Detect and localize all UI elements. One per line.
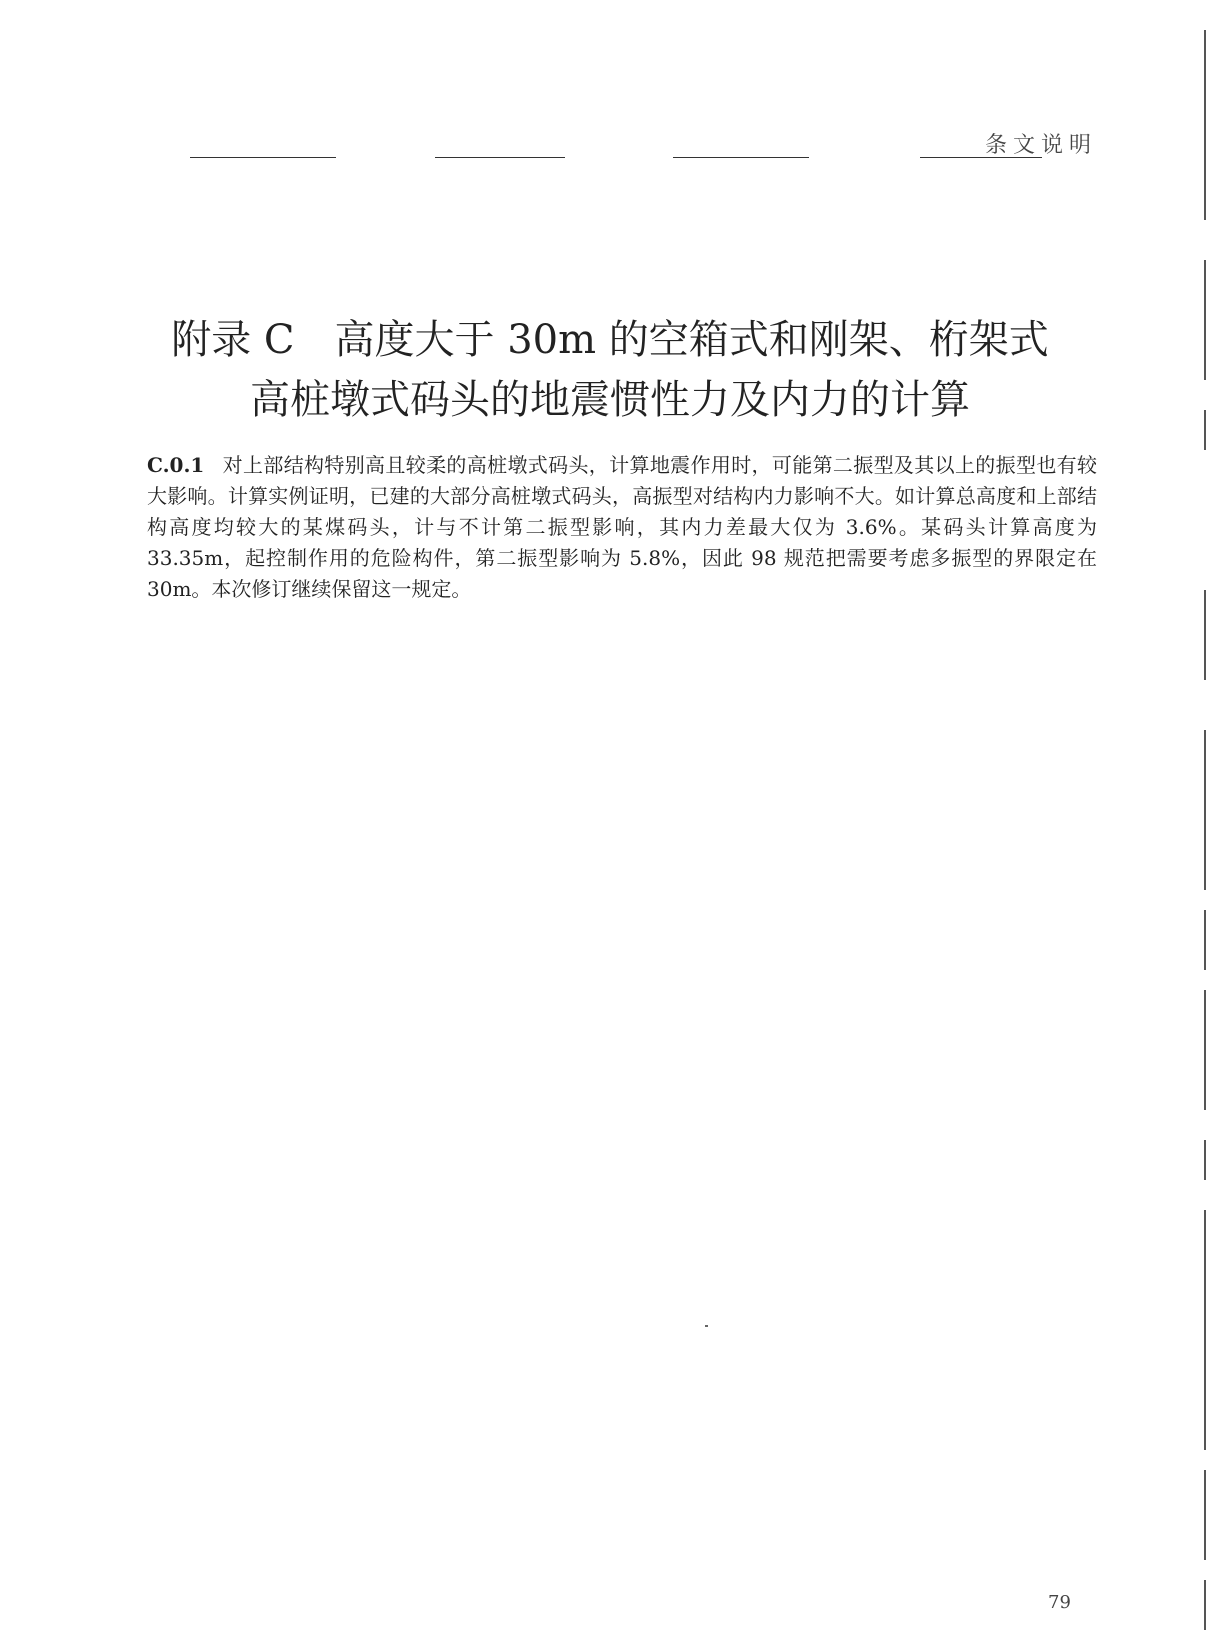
scan-edge-marks	[1204, 30, 1208, 1630]
appendix-title-line-1: 附录 C 高度大于 30m 的空箱式和刚架、桁架式	[171, 317, 1049, 363]
page-number: 79	[1048, 1592, 1071, 1613]
appendix-title-line-2: 高桩墩式码头的地震惯性力及内力的计算	[250, 377, 970, 423]
clause-paragraph	[147, 450, 1097, 605]
header-rule-3	[673, 157, 809, 158]
header-rule-1	[190, 157, 336, 158]
header-rule-2	[435, 157, 565, 158]
clause-text: 对上部结构特别高且较柔的高桩墩式码头，计算地震作用时，可能第二振型及其以上的振型也有较大影响。计算实例证明，已建的大部分高桩墩式码头，高振型对结构内力影响不大。如计算总高度和上部结构高度均较大的某煤码头，计与不计第二振型影响，其内力差最大仅为 3.6%。某码头计算高度为 33.35m，起控制作用的危险构件，第二振型影响为 5.8%，因此 98 规范把需要考虑多振型的界限定在 30m。本次修订继续保留这一规定。	[147, 453, 1097, 601]
running-header: 条文说明	[985, 133, 1098, 158]
clause-number: C.0.1	[147, 453, 205, 477]
scan-speck	[705, 1325, 708, 1327]
